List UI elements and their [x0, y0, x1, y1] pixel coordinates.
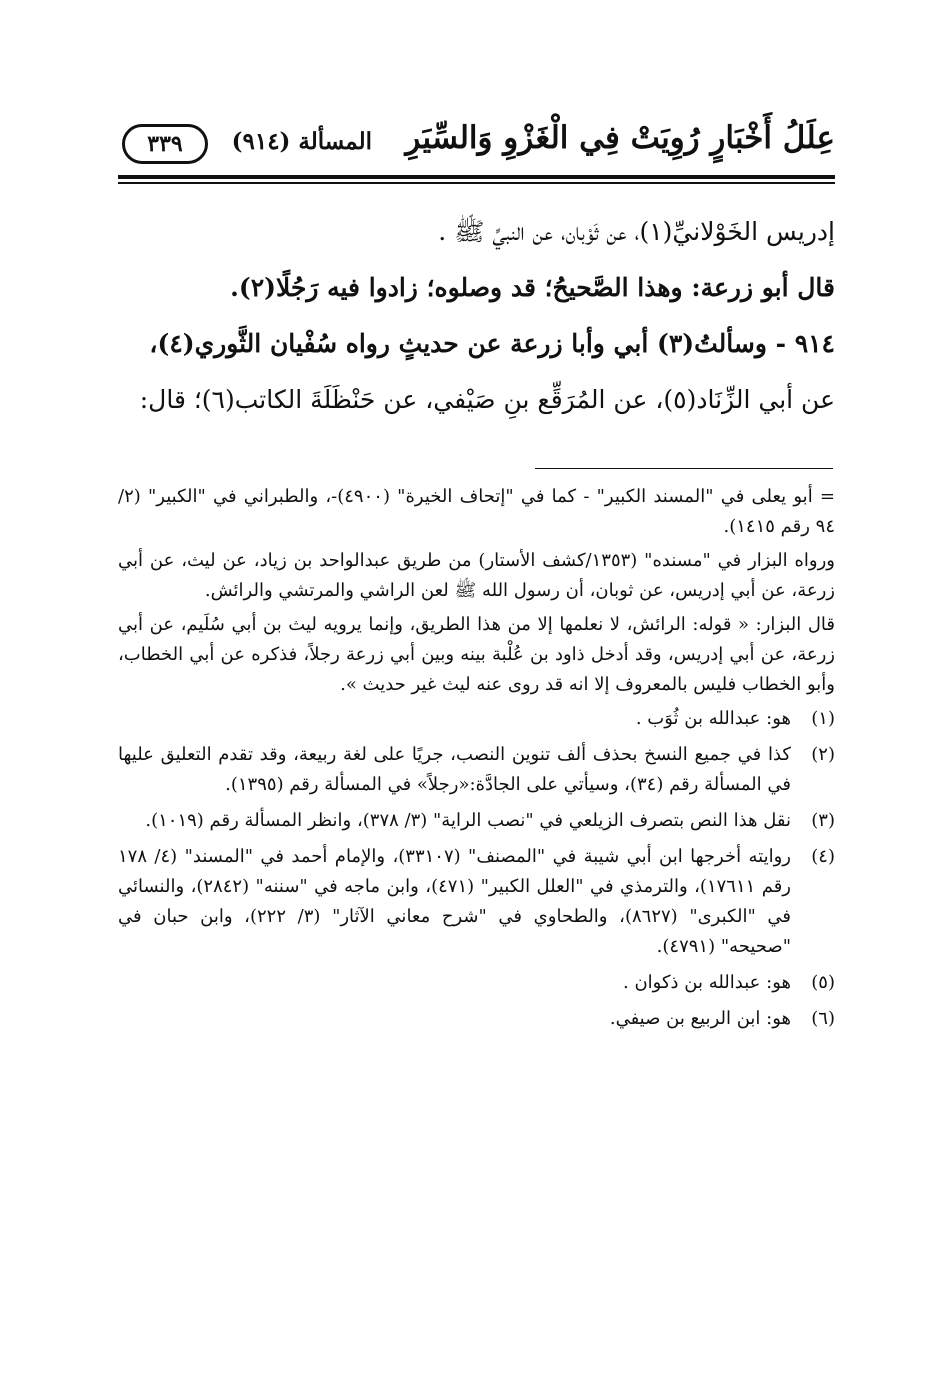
footnote-number: (٣) — [811, 810, 835, 831]
footnote-item — [118, 842, 835, 962]
issue-label: المسألة (٩١٤) — [231, 128, 372, 155]
footnote-text: نقل هذا النص بتصرف الزيلعي في "نصب الراية" (٣/ ٣٧٨)، وانظر المسألة رقم (١٠١٩). — [145, 810, 791, 831]
footnote-text: كذا في جميع النسخ بحذف ألف تنوين النصب، جريًا على لغة ربيعة، وقد تقدم التعليق عليها في المسألة رقم (٣٤)، وسيأتي على الجادَّة:«رجلاً» في المسألة رقم (١٣٩٥). — [118, 744, 791, 795]
header-rule-thin — [118, 182, 835, 184]
footnote-item — [118, 806, 835, 836]
footnote-item — [118, 968, 835, 998]
footnote-item — [118, 740, 835, 800]
footnote-text: هو: عبدالله بن ثُوَب . — [635, 708, 791, 729]
footnote-continuation: قال البزار: « قوله: الرائش، لا نعلمها إلا من هذا الطريق، وإنما يرويه ليث بن أبي سُلَيم، عن أبي زرعة، عن أبي إدريس، وقد أدخل ذاود بن عُلْبة بينه وبين أبي زرعة رجلاً، فذكره عن أبي الخطاب، وأبو الخطاب فليس بالمعروف إلا انه قد روى عنه ليث غير حديث ». — [118, 614, 835, 695]
footnotes — [118, 482, 835, 1040]
page-number-badge: ٣٣٩ — [122, 124, 208, 164]
footnote-separator — [535, 468, 833, 469]
footnote-number: (٥) — [811, 972, 835, 993]
footnote-continuation: ورواه البزار في "مسنده" (١٣٥٣/كشف الأستار) من طريق عبدالواحد بن زياد، عن ليث، عن أبي زرعة، عن أبي إدريس، عن ثوبان، أن رسول الله ﷺ لعن الراشي والمرتشي والرائش. — [118, 550, 835, 601]
main-line: عن أبي الزِّنَاد(٥)، عن المُرَقِّع بنِ صَيْفي، عن حَنْظَلَةَ الكاتب(٦)؛ قال: — [139, 385, 835, 414]
running-title: عِلَلُ أَخْبَارٍ رُوِيَتْ فِي الْغَزْوِ وَالسِّيَرِ — [405, 120, 835, 156]
footnote-number: (٢) — [811, 744, 835, 765]
page-header — [118, 118, 835, 170]
footnote-item — [118, 704, 835, 734]
footnote-number: (٤) — [811, 846, 835, 867]
main-line: إدريس الخَوْلانيِّ(١)، عن ثَوْبان، عن النبيِّ ﷺ . — [438, 217, 835, 246]
footnote-text: روايته أخرجها ابن أبي شيبة في "المصنف" (٣٣١٠٧)، والإمام أحمد في "المسند" (٤/ ١٧٨ رقم ١٧٦١١)، والترمذي في "العلل الكبير" (٤٧١)، وابن ماجه في "سننه" (٢٨٤٢)، والنسائي في "الكبرى" (٨٦٢٧)، والطحاوي في "شرح معاني الآثار" (٣/ ٢٢٢)، وابن حبان في "صحيحه" (٤٧٩١). — [118, 846, 792, 957]
main-text — [118, 204, 835, 428]
footnote-item — [118, 1004, 835, 1034]
footnote-continuation: = أبو يعلى في "المسند الكبير" - كما في "إتحاف الخيرة" (٤٩٠٠)-، والطبراني في "الكبير" (٢/ ٩٤ رقم ١٤١٥). — [118, 486, 835, 537]
footnote-text: هو: عبدالله بن ذكوان . — [623, 972, 791, 993]
footnote-text: هو: ابن الربيع بن صيفي. — [609, 1008, 791, 1029]
footnote-number: (٦) — [811, 1008, 835, 1029]
footnote-number: (١) — [811, 708, 835, 729]
main-line: قال أبو زرعة: وهذا الصَّحيحُ؛ قد وصلوه؛ زادوا فيه رَجُلًا(٢). — [230, 273, 835, 302]
main-line: ٩١٤ - وسألتُ(٣) أبي وأبا زرعة عن حديثٍ رواه سُفْيان الثَّوري(٤)، — [149, 329, 835, 358]
header-rule-thick — [118, 175, 835, 179]
